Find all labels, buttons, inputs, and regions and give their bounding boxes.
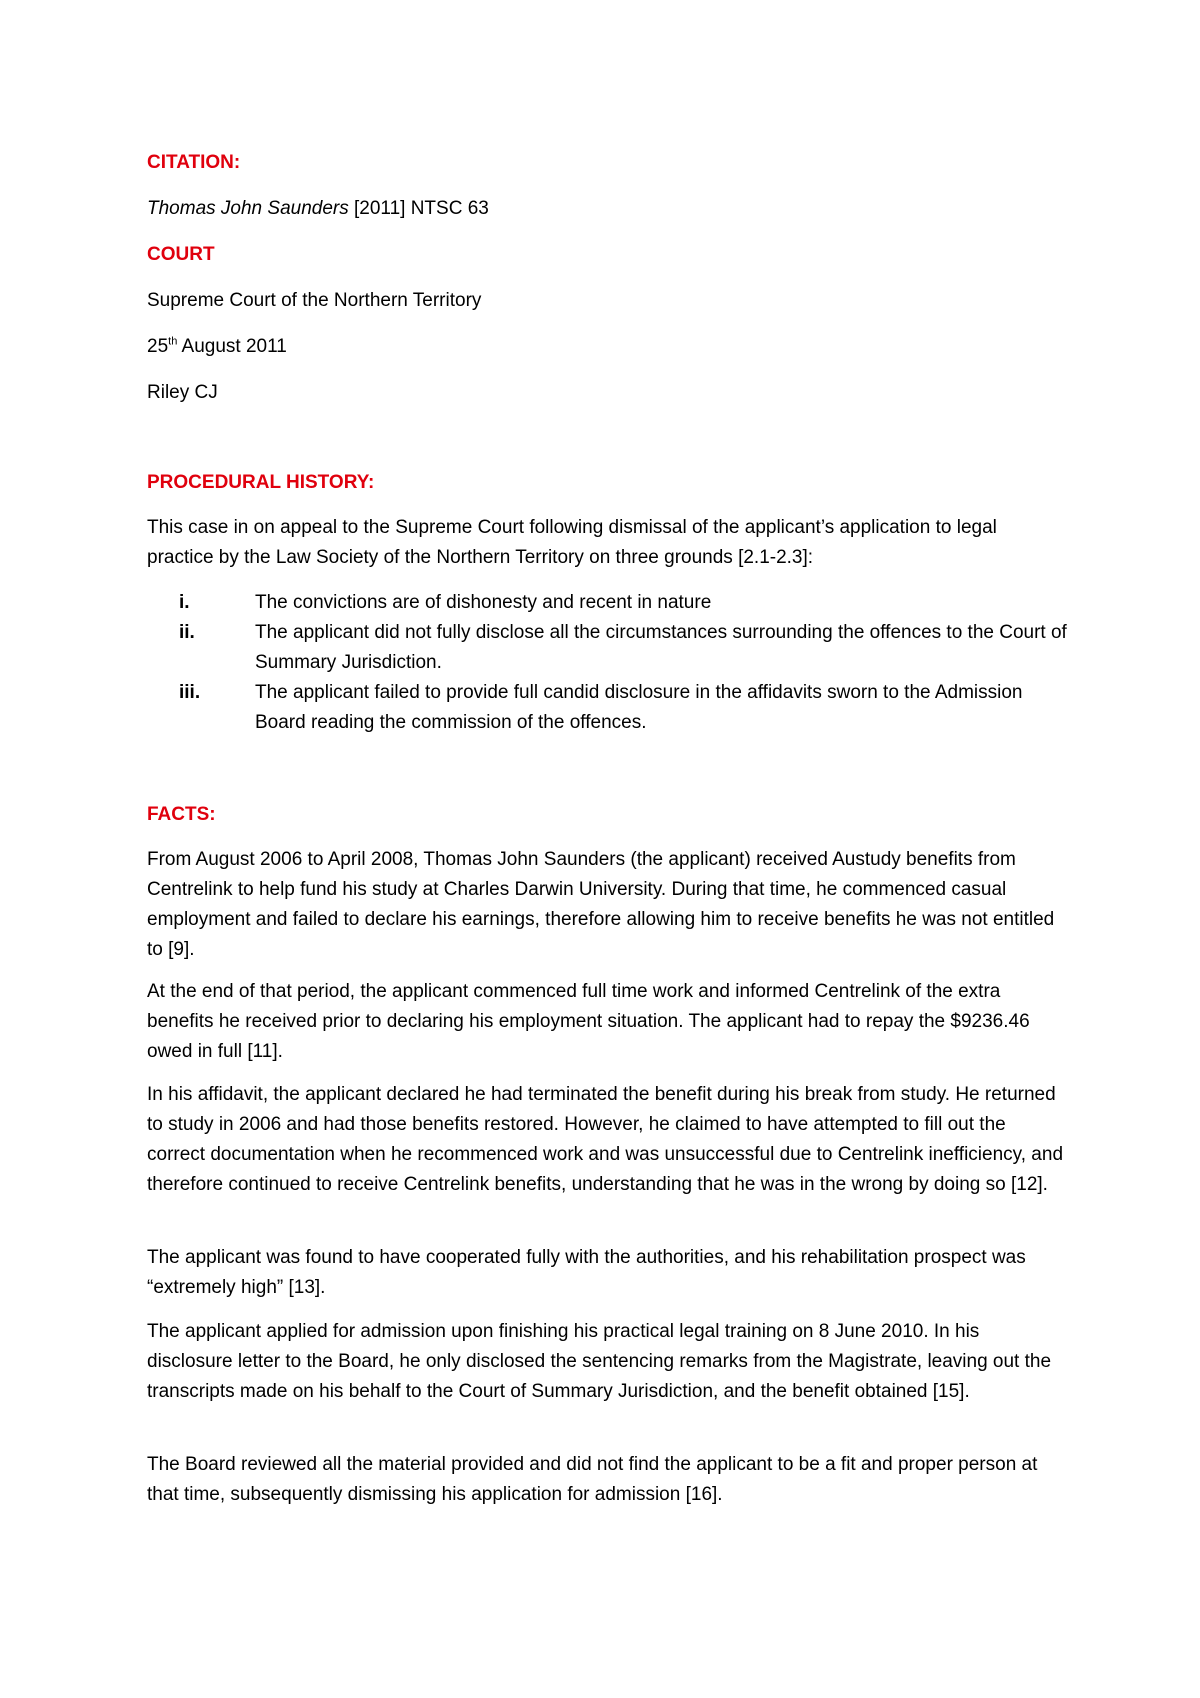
- citation-line: [147, 194, 1067, 224]
- facts-paragraph: At the end of that period, the applicant commenced full time work and informed Centrelink of the extra benefits he received prior to declaring his employment situation. The applicant had to repay the $9236.46 owed in full [11].: [147, 981, 1030, 1062]
- case-reference: [2011] NTSC 63: [348, 198, 489, 219]
- ground-item: [147, 678, 1067, 738]
- ground-number: i.: [179, 592, 190, 613]
- judgment-date: [147, 332, 1067, 362]
- ground-number: iii.: [179, 682, 201, 703]
- date-day: 25: [147, 336, 169, 357]
- procedural-history-heading: PROCEDURAL HISTORY:: [147, 472, 375, 493]
- ground-item: [147, 618, 1067, 678]
- procedural-intro: This case in on appeal to the Supreme Court following dismissal of the applicant’s application to legal practice by the Law Society of the Northern Territory on three grounds [2.1-2.3]:: [147, 517, 997, 568]
- grounds-list: [147, 588, 1067, 738]
- citation-heading: CITATION:: [147, 152, 241, 173]
- ground-number: ii.: [179, 622, 195, 643]
- ground-item: [147, 588, 1067, 618]
- date-suffix: th: [168, 335, 178, 348]
- court-heading: COURT: [147, 244, 215, 265]
- facts-heading: FACTS:: [147, 804, 216, 825]
- judge: Riley CJ: [147, 382, 218, 403]
- ground-text: The convictions are of dishonesty and recent in nature: [255, 592, 712, 613]
- facts-paragraph: The applicant was found to have cooperated fully with the authorities, and his rehabilitation prospect was “extremely high” [13].: [147, 1247, 1026, 1298]
- case-name: Thomas John Saunders: [147, 198, 349, 219]
- facts-paragraph: The applicant applied for admission upon finishing his practical legal training on 8 June 2010. In his disclosure letter to the Board, he only disclosed the sentencing remarks from the Magistrate, leaving out the transcripts made on his behalf to the Court of Summary Jurisdiction, and the benefit obtained [15].: [147, 1321, 1052, 1402]
- facts-paragraph: The Board reviewed all the material provided and did not find the applicant to be a fit and proper person at that time, subsequently dismissing his application for admission [16].: [147, 1454, 1038, 1505]
- ground-text: The applicant failed to provide full candid disclosure in the affidavits sworn to the Admission Board reading the commission of the offences.: [255, 682, 1023, 733]
- date-rest: August 2011: [177, 336, 287, 357]
- facts-paragraph: In his affidavit, the applicant declared he had terminated the benefit during his break from study. He returned to study in 2006 and had those benefits restored. However, he claimed to have attempted to fill out the correct documentation when he recommenced work and was unsuccessful due to Centrelink inefficiency, and therefore continued to receive Centrelink benefits, understanding that he was in the wrong by doing so [12].: [147, 1084, 1064, 1195]
- facts-paragraph: From August 2006 to April 2008, Thomas John Saunders (the applicant) received Austudy benefits from Centrelink to help fund his study at Charles Darwin University. During that time, he commenced casual employment and failed to declare his earnings, therefore allowing him to receive benefits he was not entitled to [9].: [147, 849, 1055, 960]
- court-name: Supreme Court of the Northern Territory: [147, 290, 482, 311]
- ground-text: The applicant did not fully disclose all the circumstances surrounding the offences to the Court of Summary Jurisdiction.: [255, 622, 1067, 673]
